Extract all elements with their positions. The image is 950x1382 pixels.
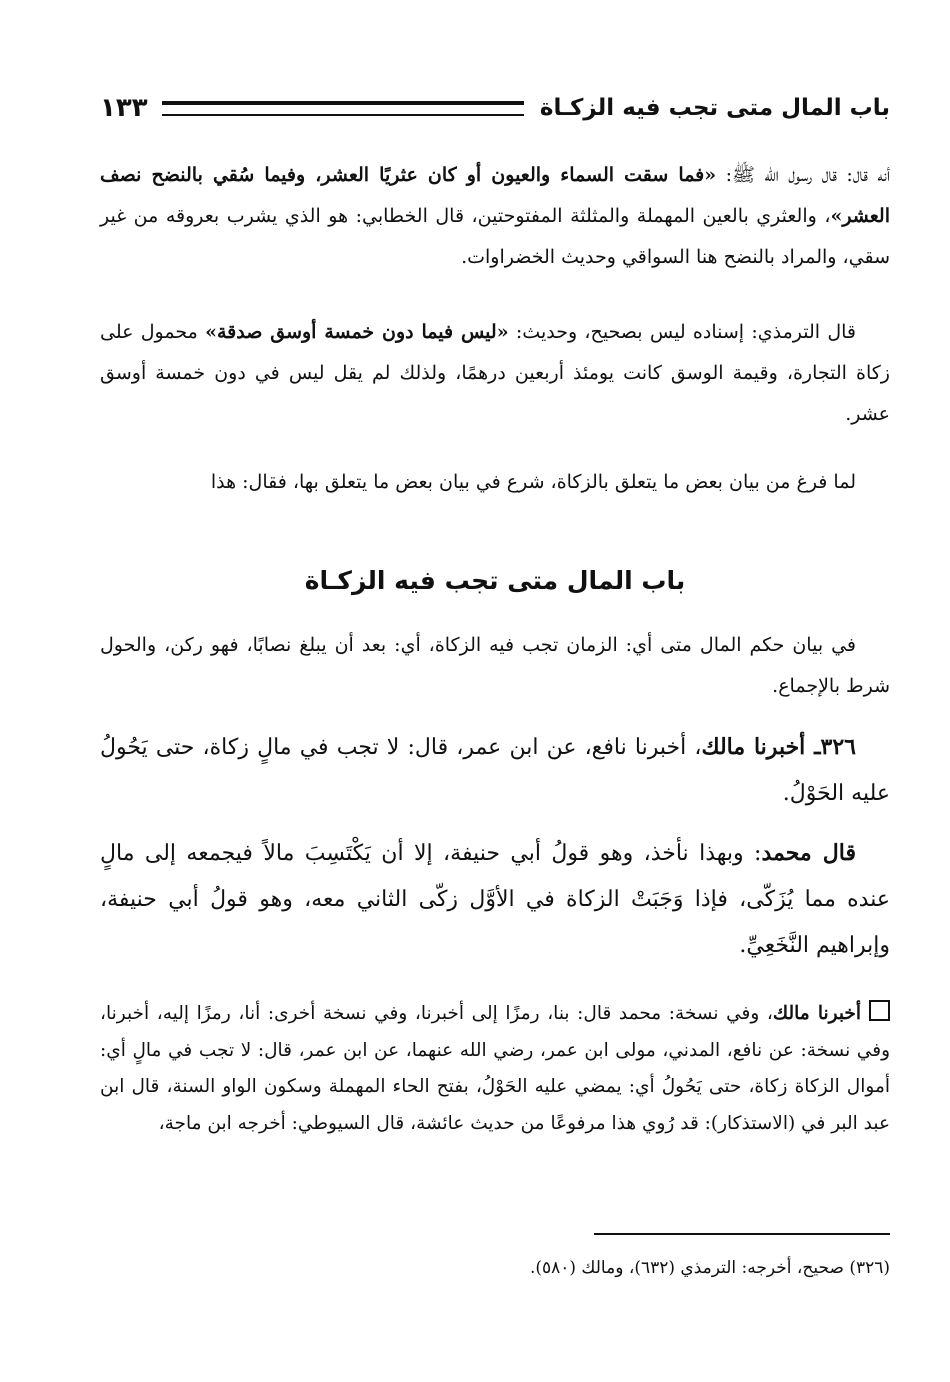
hadith-326 — [100, 724, 890, 817]
running-title: باب المال متى تجب فيه الزكـاة — [539, 95, 890, 121]
hadith-text: ، أخبرنا نافع، عن ابن عمر، قال: لا تجب في مالٍ زكاة، حتى يَحُولُ عليه الحَوْلُ. — [100, 735, 890, 806]
paragraph-text: محمول على زكاة التجارة، وقيمة الوسق كانت يومئذ أربعين درهمًا، ولذلك لم يقل ليس في دون خمسة أوسق عشر. — [100, 321, 890, 425]
hadith-quote: «ليس فيما دون خمسة أوسق صدقة» — [205, 321, 509, 343]
commentary-block — [100, 996, 890, 1142]
chapter-heading: باب المال متى تجب فيه الزكـاة — [304, 566, 686, 595]
paragraph-text: لما فرغ من بيان بعض ما يتعلق بالزكاة، شرع في بيان بعض ما يتعلق بها، فقال: هذا — [210, 471, 856, 493]
book-page — [100, 0, 890, 1382]
transition-paragraph — [100, 462, 890, 503]
muhammad-statement — [100, 830, 890, 969]
paragraph-text: أنه قال: قال رسول الله ﷺ: — [716, 164, 890, 186]
commentary-text: ، وفي نسخة: محمد قال: بنا، رمزًا إلى أخبرنا، وفي نسخة أخرى: أنا، رمزًا إليه، أخبرنا، وفي نسخة: عن نافع، المدني، مولى ابن عمر، رضي الله عنهما، عن ابن عمر، قال: لا تجب في مالٍ أي: أموال الزكاة زكاة، حتى يَحُولُ أي: يمضي عليه الحَوْلُ، بفتح الحاء المهملة وسكون الواو السنة، قال ابن عبد البر في (الاستذكار): قد رُوي هذا مرفوعًا من حديث عائشة، قال السيوطي: أخرجه ابن ماجة، — [100, 1003, 890, 1134]
hadith-number-narrator: ٣٢٦ـ أخبرنا مالك — [701, 734, 856, 760]
commentary-paragraph-1 — [100, 155, 890, 278]
header-rule — [162, 101, 524, 116]
statement-text: : وبهذا نأخذ، وهو قولُ أبي حنيفة، إلا أن يَكْتَسِبَ مالاً فيجمعه إلى مالٍ عنده مما يُزَكّى، فإذا وَجَبَتْ الزكاة في الأوَّل زكّى الثاني معه، وهو قولُ أبي حنيفة، وإبراهيم النَّخَعِيِّ. — [100, 841, 890, 958]
footnote-divider — [594, 1233, 890, 1235]
page-number: ١٣٣ — [100, 93, 148, 123]
speaker-label: قال محمد — [761, 840, 856, 866]
commentary-paragraph-2 — [100, 312, 890, 435]
running-header — [100, 88, 890, 128]
square-marker-icon — [869, 1000, 890, 1021]
paragraph-text: في بيان حكم المال متى أي: الزمان تجب فيه الزكاة، أي: بعد أن يبلغ نصابًا، فهو ركن، والحول شرط بالإجماع. — [100, 634, 890, 697]
paragraph-text: قال الترمذي: إسناده ليس بصحيح، وحديث: — [508, 321, 857, 343]
chapter-intro-paragraph — [100, 625, 890, 707]
commentary-lemma: أخبرنا مالك — [772, 1003, 861, 1024]
hadith-quote: «فما سقت السماء والعيون أو كان عثريًا العشر، وفيما سُقي بالنضح نصف العشر» — [100, 164, 890, 227]
footnote: (٣٢٦) صحيح، أخرجه: الترمذي (٦٣٢)، ومالك (٥٨٠). — [529, 1258, 890, 1278]
paragraph-text: ، والعثري بالعين المهملة والمثلثة المفتوحتين، قال الخطابي: هو الذي يشرب بعروقه من غير سقي، والمراد بالنضح هنا السواقي وحديث الخضراوات. — [100, 205, 890, 268]
